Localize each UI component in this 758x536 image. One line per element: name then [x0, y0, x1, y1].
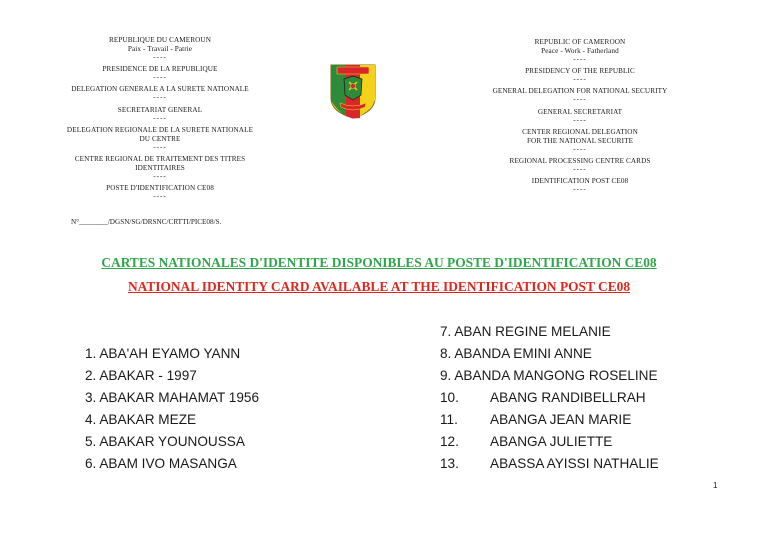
- list-item-number: 8.: [440, 346, 452, 361]
- separator: ----: [573, 185, 587, 194]
- list-item-number: 5.: [85, 434, 97, 449]
- separator: ----: [573, 75, 587, 84]
- list-item-name: ABAKAR - 1997: [96, 368, 197, 383]
- country-name-en: REPUBLIC OF CAMEROON: [534, 38, 626, 46]
- regional-delegation-fr-2: DU CENTRE: [139, 134, 181, 143]
- separator: ----: [153, 172, 167, 181]
- processing-centre-fr-2: IDENTITAIRES: [135, 164, 185, 173]
- list-item-name: ABANG RANDIBELLRAH: [490, 390, 646, 405]
- list-item-number: 12.: [440, 434, 459, 449]
- country-name-fr: REPUBLIQUE DU CAMEROUN: [108, 36, 212, 44]
- list-item: [85, 431, 259, 453]
- list-item-name: ABANGA JULIETTE: [490, 434, 613, 449]
- list-item-name: ABAKAR MAHAMAT 1956: [96, 390, 260, 405]
- list-item: [85, 387, 259, 409]
- regional-delegation-en-2: FOR THE NATIONAL SECURITE: [526, 136, 634, 145]
- list-item-number: 2.: [85, 368, 97, 383]
- processing-centre-fr: CENTRE REGIONAL DE TRAITEMENT DES TITRES: [74, 155, 246, 164]
- secretariat-en: GENERAL SECRETARIAT: [537, 107, 623, 116]
- separator: ----: [573, 144, 587, 153]
- post-en: IDENTIFICATION POST CE08: [531, 177, 629, 186]
- list-item: [85, 409, 259, 431]
- separator: ----: [573, 55, 587, 63]
- names-list-right: [440, 321, 659, 475]
- list-item-name: ABAN REGINE MELANIE: [451, 324, 611, 339]
- processing-centre-en: REGIONAL PROCESSING CENTRE CARDS: [509, 157, 651, 166]
- list-item: [440, 321, 659, 343]
- list-item-number: 1.: [85, 346, 97, 361]
- page-number: 1: [713, 481, 718, 490]
- list-item: [440, 365, 659, 387]
- post-fr: POSTE D'IDENTIFICATION CE08: [106, 184, 214, 193]
- list-item-number: 10.: [440, 390, 459, 405]
- list-item-number: 3.: [85, 390, 97, 405]
- list-item-name: ABANDA EMINI ANNE: [451, 346, 592, 361]
- separator: ----: [153, 192, 167, 201]
- list-item: [440, 453, 659, 475]
- presidency-fr: PRESIDENCE DE LA REPUBLIQUE: [102, 65, 218, 74]
- delegation-fr: DELEGATION GENERALE A LA SURETE NATIONALE: [71, 85, 249, 94]
- presidency-en: PRESIDENCY OF THE REPUBLIC: [525, 67, 635, 76]
- separator: ----: [153, 142, 167, 151]
- separator: ----: [153, 113, 167, 122]
- names-list-left: [85, 343, 259, 475]
- header-english: [460, 38, 700, 197]
- title-french: CARTES NATIONALES D'IDENTITE DISPONIBLES AU POSTE D'IDENTIFICATION CE08: [101, 255, 657, 270]
- list-item-number: 13.: [440, 456, 459, 471]
- separator: ----: [573, 165, 587, 174]
- separator: ----: [573, 115, 587, 124]
- separator: ----: [573, 95, 587, 104]
- list-item: [440, 343, 659, 365]
- list-item-number: 11.: [440, 412, 458, 427]
- list-item-name: ABASSA AYISSI NATHALIE: [490, 456, 659, 471]
- list-item-number: 4.: [85, 412, 97, 427]
- separator: ----: [153, 53, 167, 61]
- list-item-name: ABAM IVO MASANGA: [96, 456, 237, 471]
- list-item-name: ABAKAR MEZE: [96, 412, 197, 427]
- header-french: [40, 36, 280, 204]
- list-item-number: 7.: [440, 324, 452, 339]
- list-item-name: ABANDA MANGONG ROSELINE: [451, 368, 658, 383]
- secretariat-fr: SECRETARIAT GENERAL: [117, 105, 203, 114]
- list-item-name: ABAKAR YOUNOUSSA: [96, 434, 245, 449]
- separator: ----: [153, 93, 167, 102]
- motto-fr: Paix - Travail - Patrie: [127, 45, 193, 53]
- list-item: [440, 431, 659, 453]
- list-item: [85, 365, 259, 387]
- regional-delegation-en: CENTER REGIONAL DELEGATION: [522, 127, 638, 136]
- delegation-en: GENERAL DELEGATION FOR NATIONAL SECURITY: [492, 87, 668, 96]
- list-item: [85, 343, 259, 365]
- list-item: [440, 387, 659, 409]
- list-item: [85, 453, 259, 475]
- separator: ----: [153, 73, 167, 82]
- list-item-name: ABANGA JEAN MARIE: [490, 412, 632, 427]
- title-english: NATIONAL IDENTITY CARD AVAILABLE AT THE IDENTIFICATION POST CE08: [127, 279, 631, 294]
- motto-en: Peace - Work - Fatherland: [541, 47, 619, 55]
- regional-delegation-fr: DELEGATION REGIONALE DE LA SURETE NATIONALE: [66, 125, 254, 134]
- list-item-number: 9.: [440, 368, 452, 383]
- reference-number: N°________/DGSN/SG/DRSNC/CRTTI/PICE08/S.: [71, 218, 222, 226]
- list-item: [440, 409, 659, 431]
- list-item-number: 6.: [85, 456, 97, 471]
- police-emblem-icon: [328, 62, 378, 120]
- list-item-name: ABA'AH EYAMO YANN: [96, 346, 241, 361]
